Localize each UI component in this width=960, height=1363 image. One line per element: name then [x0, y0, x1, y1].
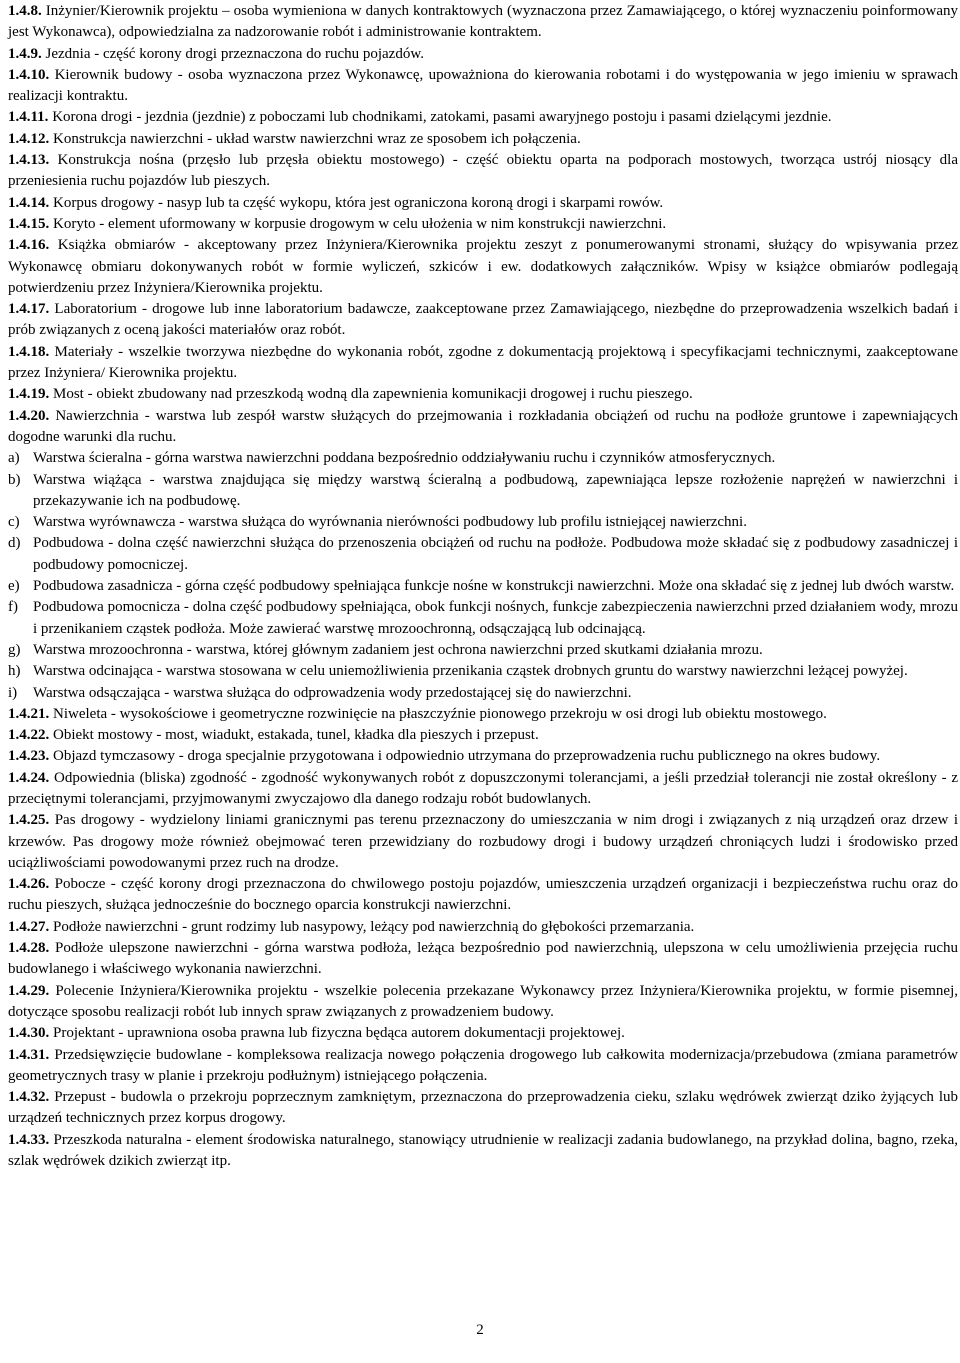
definition-paragraph: [8, 981, 958, 1024]
definition-text: Książka obmiarów - akceptowany przez Inżyniera/Kierownika projektu zeszyt z ponumerowanymi stronami, służący do wpisywania przez Wykonawcę obmiaru dokonywanych robót w formie wyliczeń, szkiców i ew. dodatkowych załączników. Wpisy w książce obmiarów podlegają potwierdzeniu przez Inżyniera/Kierownika projektu.: [8, 237, 959, 296]
definition-text: Pobocze - część korony drogi przeznaczona do chwilowego postoju pojazdów, umieszczenia urządzeń organizacji i bezpieczeństwa ruchu oraz do ruchu pieszych, służąca jednocześnie do bocznego oparcia konstrukcji nawierzchni.: [8, 876, 959, 914]
list-item: [8, 512, 958, 533]
list-item: [8, 640, 958, 661]
definition-paragraph: [8, 150, 958, 193]
definition-number: 1.4.26.: [8, 876, 50, 893]
definition-paragraph: [8, 746, 958, 767]
definition-number: 1.4.25.: [8, 812, 50, 829]
definition-text: Odpowiednia (bliska) zgodność - zgodność wykonywanych robót z dopuszczonymi tolerancjami, a jeśli przedział tolerancji nie został określony - z przeciętnymi tolerancjami, przyjmowanymi zwyczajowo dla danego rodzaju robót budowlanych.: [8, 769, 959, 807]
definition-number: 1.4.23.: [8, 748, 50, 765]
definition-text: Koryto - element uformowany w korpusie drogowym w celu ułożenia w nim konstrukcji nawierzchni.: [53, 215, 667, 232]
definition-text: Konstrukcja nawierzchni - układ warstw nawierzchni wraz ze sposobem ich połączenia.: [53, 130, 581, 147]
definition-text: Inżynier/Kierownik projektu – osoba wymieniona w danych kontraktowych (wyznaczona przez Zamawiającego, o której wyznaczeniu poinformowany jest Wykonawca), odpowiedzialna za nadzorowanie robót i administrowanie kontraktem.: [8, 3, 958, 41]
list-item-label: f): [8, 599, 18, 616]
definition-number: 1.4.9.: [8, 45, 42, 62]
definition-text: Projektant - uprawniona osoba prawna lub fizyczna będąca autorem dokumentacji projektowej.: [53, 1025, 625, 1042]
definition-text: Pas drogowy - wydzielony liniami granicznymi pas terenu przeznaczony do umieszczania w nim drogi i związanych z nią urządzeń oraz drzew i krzewów. Pas drogowy może również obejmować teren przewidziany do rozbudowy drogi i budowy urządzeń chroniących ludzi i środowisko przed uciążliwościami powodowanymi przez ruch na drodze.: [8, 812, 958, 871]
definition-paragraph: [8, 107, 958, 128]
definition-paragraph: [8, 384, 958, 405]
definition-number: 1.4.10.: [8, 66, 50, 83]
pavement-layers-list: [8, 448, 958, 704]
list-item: [8, 683, 958, 704]
definition-paragraph: [8, 938, 958, 981]
list-item-label: g): [8, 641, 21, 658]
definition-paragraph: [8, 725, 958, 746]
definition-number: 1.4.11.: [8, 109, 49, 126]
definition-number: 1.4.19.: [8, 386, 50, 403]
list-item-label: b): [8, 471, 21, 488]
definitions-section-2: [8, 704, 958, 1173]
definition-paragraph: [8, 65, 958, 108]
definition-text: Obiekt mostowy - most, wiadukt, estakada, tunel, kładka dla pieszych i przepust.: [53, 727, 539, 744]
list-item-label: i): [8, 684, 18, 701]
list-item-label: d): [8, 535, 21, 552]
definition-text: Materiały - wszelkie tworzywa niezbędne do wykonania robót, zgodne z dokumentacją projektową i specyfikacjami technicznymi, zaakceptowane przez Inżyniera/ Kierownika projektu.: [8, 343, 959, 382]
definition-text: Polecenie Inżyniera/Kierownika projektu - wszelkie polecenia przekazane Wykonawcy przez Inżyniera/Kierownika projektu, w formie pisemnej, dotyczące sposobu realizacji robót lub innych spraw związanych z prowadzeniem budowy.: [8, 982, 958, 1020]
list-item-text: Warstwa wyrównawcza - warstwa służąca do wyrównania nierówności podbudowy lub profilu istniejącej nawierzchni.: [33, 514, 747, 531]
definition-number: 1.4.27.: [8, 918, 50, 935]
definition-text: Korpus drogowy - nasyp lub ta część wykopu, która jest ograniczona koroną drogi i skarpami rowów.: [53, 194, 664, 211]
definition-number: 1.4.29.: [8, 982, 50, 999]
list-item-text: Podbudowa pomocnicza - dolna część podbudowy spełniająca, obok funkcji nośnych, funkcje zabezpieczenia nawierzchni przed działaniem wody, mrozu i przenikaniem cząstek podłoża. Może zawierać warstwę mrozoochronną, odsączającą lub odcinającą.: [33, 599, 958, 637]
definition-text: Kierownik budowy - osoba wyznaczona przez Wykonawcę, upoważniona do kierowania robotami i do występowania w jego imieniu w sprawach realizacji kontraktu.: [8, 66, 958, 105]
definition-number: 1.4.31.: [8, 1046, 50, 1063]
definition-text: Korona drogi - jezdnia (jezdnie) z poboczami lub chodnikami, zatokami, pasami awaryjnego postoju i pasami dzielącymi jezdnie.: [52, 109, 832, 126]
definition-paragraph: [8, 1045, 958, 1088]
definition-number: 1.4.21.: [8, 705, 50, 722]
list-item-label: e): [8, 578, 20, 595]
definition-number: 1.4.30.: [8, 1025, 50, 1042]
list-item: [8, 470, 958, 513]
definition-number: 1.4.13.: [8, 152, 50, 169]
definition-text: Przeszkoda naturalna - element środowiska naturalnego, stanowiący utrudnienie w realizacji zadania budowlanego, na przykład dolina, bagno, rzeka, szlak wędrówek dzikich zwierząt itp.: [8, 1131, 959, 1170]
list-item-text: Warstwa odsączająca - warstwa służąca do odprowadzenia wody przedostającej się do nawierzchni.: [33, 684, 632, 701]
definition-paragraph: [8, 768, 958, 811]
definition-number: 1.4.24.: [8, 769, 50, 786]
definition-text: Przedsięwzięcie budowlane - kompleksowa realizacja nowego połączenia drogowego lub całkowita modernizacja/przebudowa (zmiana parametrów geometrycznych trasy w planie i przekroju podłużnym) istniejącego połączenia.: [8, 1046, 958, 1084]
definition-number: 1.4.17.: [8, 301, 50, 318]
list-item: [8, 576, 958, 597]
definition-number: 1.4.15.: [8, 215, 50, 232]
list-item-label: c): [8, 514, 20, 531]
definition-paragraph: [8, 810, 958, 874]
definition-text: Przepust - budowla o przekroju poprzecznym zamkniętym, przeznaczona do przeprowadzenia cieku, szlaku wędrówek zwierząt dziko żyjących lub urządzeń technicznych przez korpus drogowy.: [8, 1089, 958, 1127]
definition-paragraph: [8, 704, 958, 725]
definition-text: Most - obiekt zbudowany nad przeszkodą wodną dla zapewnienia komunikacji drogowej i ruchu pieszego.: [53, 386, 693, 403]
definition-paragraph: [8, 1, 958, 44]
definition-paragraph: [8, 193, 958, 214]
definition-text: Podłoże ulepszone nawierzchni - górna warstwa podłoża, leżąca bezpośrednio pod nawierzchnią, ulepszona w celu umożliwienia przejęcia ruchu budowlanego i właściwego wykonania nawierzchni.: [8, 940, 959, 978]
definition-text: Laboratorium - drogowe lub inne laboratorium badawcze, zaakceptowane przez Zamawiającego, niezbędne do przeprowadzenia wszelkich badań i prób związanych z oceną jakości materiałów oraz robót.: [8, 301, 958, 339]
definition-paragraph: [8, 44, 958, 65]
list-item-text: Podbudowa zasadnicza - górna część podbudowy spełniająca funkcje nośne w konstrukcji nawierzchni. Może ona składać się z jednej lub dwóch warstw.: [33, 578, 955, 595]
definition-paragraph: [8, 917, 958, 938]
definition-text: Jezdnia - część korony drogi przeznaczona do ruchu pojazdów.: [45, 45, 424, 62]
definition-number: 1.4.14.: [8, 194, 50, 211]
definition-number: 1.4.22.: [8, 727, 50, 744]
definition-number: 1.4.28.: [8, 940, 50, 957]
list-item-text: Warstwa ścieralna - górna warstwa nawierzchni poddana bezpośrednio oddziaływaniu ruchu i czynników atmosferycznych.: [33, 450, 776, 467]
definition-number: 1.4.33.: [8, 1131, 50, 1148]
definition-paragraph: [8, 406, 958, 449]
definition-number: 1.4.12.: [8, 130, 50, 147]
list-item: [8, 533, 958, 576]
list-item: [8, 661, 958, 682]
definitions-section-1: [8, 1, 958, 448]
list-item: [8, 597, 958, 640]
definition-paragraph: [8, 874, 958, 917]
definition-number: 1.4.8.: [8, 3, 42, 19]
definition-text: Objazd tymczasowy - droga specjalnie przygotowana i odpowiednio utrzymana do przeprowadzenia ruchu publicznego na okres budowy.: [53, 748, 881, 765]
definition-number: 1.4.32.: [8, 1089, 50, 1106]
definition-text: Niweleta - wysokościowe i geometryczne rozwinięcie na płaszczyźnie pionowego przekroju w osi drogi lub obiektu mostowego.: [53, 705, 827, 722]
definition-paragraph: [8, 129, 958, 150]
definition-text: Konstrukcja nośna (przęsło lub przęsła obiektu mostowego) - część obiektu oparta na podporach mostowych, tworząca ustrój niosący dla przeniesienia ruchu pojazdów lub pieszych.: [8, 152, 959, 190]
definition-number: 1.4.16.: [8, 237, 50, 254]
document-page: [8, 1, 958, 1172]
definition-paragraph: [8, 1087, 958, 1130]
definition-paragraph: [8, 235, 958, 299]
list-item-text: Warstwa odcinająca - warstwa stosowana w celu uniemożliwienia przenikania cząstek drobnych gruntu do warstwy nawierzchni leżącej powyżej.: [33, 663, 908, 680]
page-number: 2: [476, 1322, 484, 1338]
definition-paragraph: [8, 1023, 958, 1044]
definition-paragraph: [8, 299, 958, 342]
list-item: [8, 448, 958, 469]
definition-text: Podłoże nawierzchni - grunt rodzimy lub nasypowy, leżący pod nawierzchnią do głębokości przemarzania.: [53, 918, 695, 935]
list-item-label: a): [8, 450, 20, 467]
definition-number: 1.4.20.: [8, 407, 50, 424]
list-item-label: h): [8, 663, 21, 680]
list-item-text: Podbudowa - dolna część nawierzchni służąca do przenoszenia obciążeń od ruchu na podłoże. Podbudowa może składać się z podbudowy zasadniczej i podbudowy pomocniczej.: [33, 535, 958, 573]
definition-paragraph: [8, 1130, 958, 1173]
definition-number: 1.4.18.: [8, 343, 50, 360]
list-item-text: Warstwa mrozoochronna - warstwa, której głównym zadaniem jest ochrona nawierzchni przed skutkami działania mrozu.: [33, 641, 763, 658]
list-item-text: Warstwa wiążąca - warstwa znajdująca się między warstwą ścieralną a podbudową, zapewniająca lepsze rozłożenie naprężeń w nawierzchni i przekazywanie ich na podbudowę.: [33, 471, 958, 509]
definition-paragraph: [8, 214, 958, 235]
definition-text: Nawierzchnia - warstwa lub zespół warstw służących do przejmowania i rozkładania obciążeń od ruchu na podłoże gruntowe i zapewniających dogodne warunki dla ruchu.: [8, 407, 958, 445]
definition-paragraph: [8, 342, 958, 385]
